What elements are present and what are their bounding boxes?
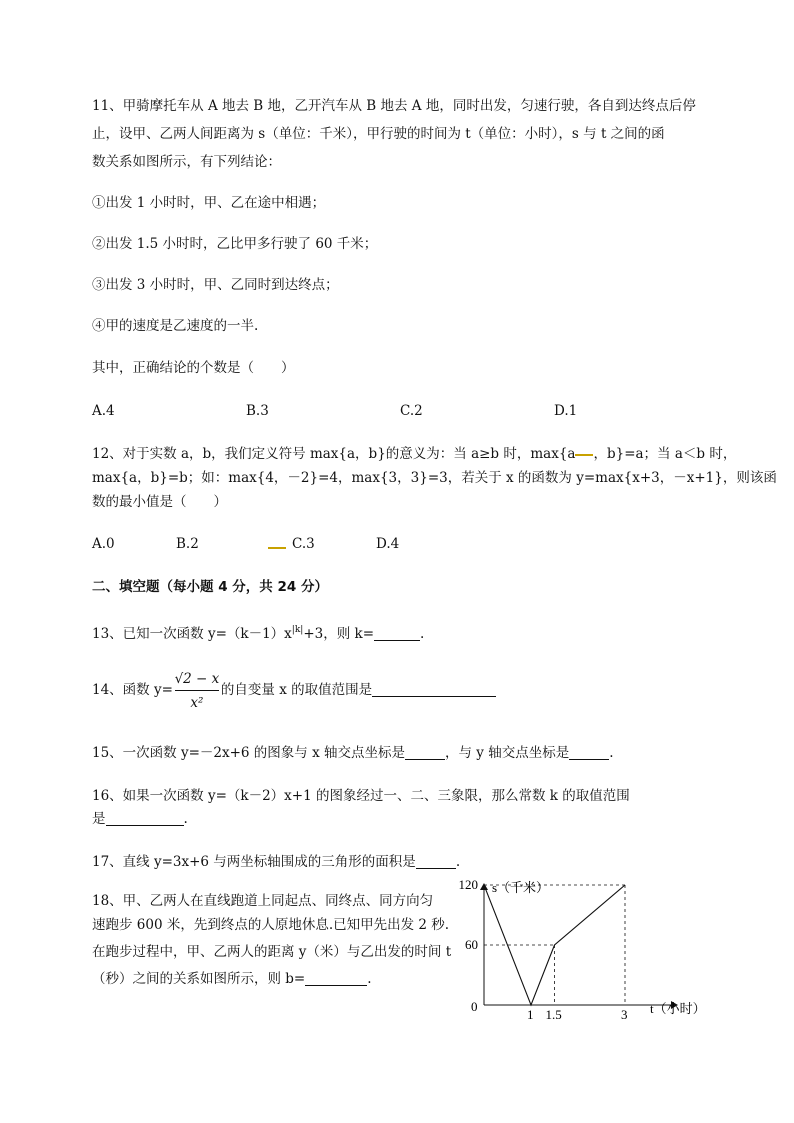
x-tick-label: 1	[527, 1007, 534, 1022]
y-axis-label: s（千米）	[492, 880, 550, 895]
q11-line1: 11、甲骑摩托车从 A 地去 B 地，乙开汽车从 B 地去 A 地，同时出发，匀速行驶，各自到达终点后停	[92, 98, 696, 114]
q13-answer-blank[interactable]	[374, 626, 420, 641]
x-tick-label: 1.5	[545, 1007, 562, 1022]
q18-line2: 速跑步 600 米，先到终点的人原地休息.已知甲先出发 2 秒.	[92, 917, 450, 933]
q12-option-c: C.3	[292, 536, 315, 552]
y-tick-label: 60	[465, 937, 478, 952]
q16-line1: 16、如果一次函数 y=（k－2）x+1 的图象经过一、二、三象限，那么常数 k 的取值范围	[92, 788, 630, 804]
q18-text-a: （秒）之间的关系如图所示，则 b=	[92, 971, 306, 987]
q12-option-a: A.0	[92, 536, 115, 552]
q12-option-b: B.2	[176, 536, 199, 552]
q17	[92, 852, 460, 872]
q12-option-d: D.4	[376, 536, 400, 552]
q13	[92, 620, 424, 644]
q14-text-a: 14、函数 y=	[92, 682, 173, 698]
q17-answer-blank[interactable]	[416, 854, 456, 869]
highlight-mark	[268, 537, 286, 549]
q16-text-a: 是	[92, 811, 106, 827]
q13-exponent: |k|	[291, 625, 304, 635]
q14-fraction	[173, 669, 221, 713]
fraction-bar	[175, 690, 219, 691]
q16-text-b: .	[183, 811, 188, 827]
q14-denominator: x²	[190, 694, 204, 711]
q11-prompt: 其中，正确结论的个数是（ ）	[92, 360, 295, 376]
q18-answer-blank[interactable]	[305, 971, 367, 986]
q11-statement-2: ②出发 1.5 小时时，乙比甲多行驶了 60 千米；	[92, 236, 378, 252]
q16-line2	[92, 809, 188, 829]
q12-line1	[92, 444, 736, 464]
q13-text-c: .	[420, 626, 425, 642]
q17-text-a: 17、直线 y=3x+6 与两坐标轴围成的三角形的面积是	[92, 854, 416, 870]
q18-line4	[92, 969, 372, 989]
q15-answer-blank-2[interactable]	[569, 745, 609, 760]
q14-answer-blank[interactable]	[372, 682, 496, 697]
x-tick-label: 3	[621, 1007, 628, 1022]
q16-answer-blank[interactable]	[106, 811, 184, 826]
q17-text-b: .	[455, 854, 461, 870]
y-tick-label: 120	[458, 878, 478, 892]
q11-statement-4: ④甲的速度是乙速度的一半.	[92, 318, 259, 334]
distance-time-chart	[455, 878, 710, 1023]
q15-text-c: .	[609, 745, 614, 761]
highlight-mark	[575, 444, 593, 456]
origin-label: 0	[471, 999, 478, 1014]
q11-option-b: B.3	[246, 403, 269, 419]
q13-text-a: 13、已知一次函数 y=（k－1）x	[92, 626, 292, 642]
q14-numerator: √2 − x	[174, 670, 220, 687]
q14-text-b: 的自变量 x 的取值范围是	[220, 682, 373, 698]
q12-line2: max{a，b}=b；如：max{4，－2}=4，max{3，3}=3，若关于 x 的函数为 y=max{x+3，－x+1}，则该函	[92, 470, 777, 486]
q14	[92, 668, 496, 713]
q11-option-c: C.2	[400, 403, 423, 419]
q13-text-b: +3，则 k=	[303, 626, 375, 642]
q11-statement-1: ①出发 1 小时时，甲、乙在途中相遇；	[92, 195, 326, 211]
q11-statement-3: ③出发 3 小时时，甲、乙同时到达终点；	[92, 277, 339, 293]
q15-text-a: 15、一次函数 y=－2x+6 的图象与 x 轴交点坐标是	[92, 745, 405, 761]
q18-line3: 在跑步过程中，甲、乙两人的距离 y（米）与乙出发的时间 t	[92, 944, 452, 960]
q11-option-a: A.4	[92, 403, 115, 419]
q15-text-b: ，与 y 轴交点坐标是	[445, 745, 570, 761]
q12-line3: 数的最小值是（ ）	[92, 494, 227, 510]
q18-line1: 18、甲、乙两人在直线跑道上同起点、同终点、同方向匀	[92, 893, 434, 909]
q12-line1-a: 12、对于实数 a，b，我们定义符号 max{a，b}的意义为：当 a≥b 时，max{a	[92, 446, 576, 462]
q11-line2: 止，设甲、乙两人间距离为 s（单位：千米），甲行驶的时间为 t（单位：小时），s 与 t 之间的函	[92, 126, 665, 142]
q18-text-b: .	[367, 971, 372, 987]
x-axis-label: t（小时）	[650, 1001, 706, 1016]
q11-line3: 数关系如图所示，有下列结论：	[92, 154, 281, 170]
q12-line1-b: ，b}=a；当 a＜b 时，	[593, 446, 737, 462]
q11-option-d: D.1	[554, 403, 578, 419]
section-heading: 二、填空题（每小题 4 分，共 24 分）	[92, 579, 328, 595]
q15-answer-blank-1[interactable]	[405, 745, 445, 760]
q15	[92, 743, 614, 763]
